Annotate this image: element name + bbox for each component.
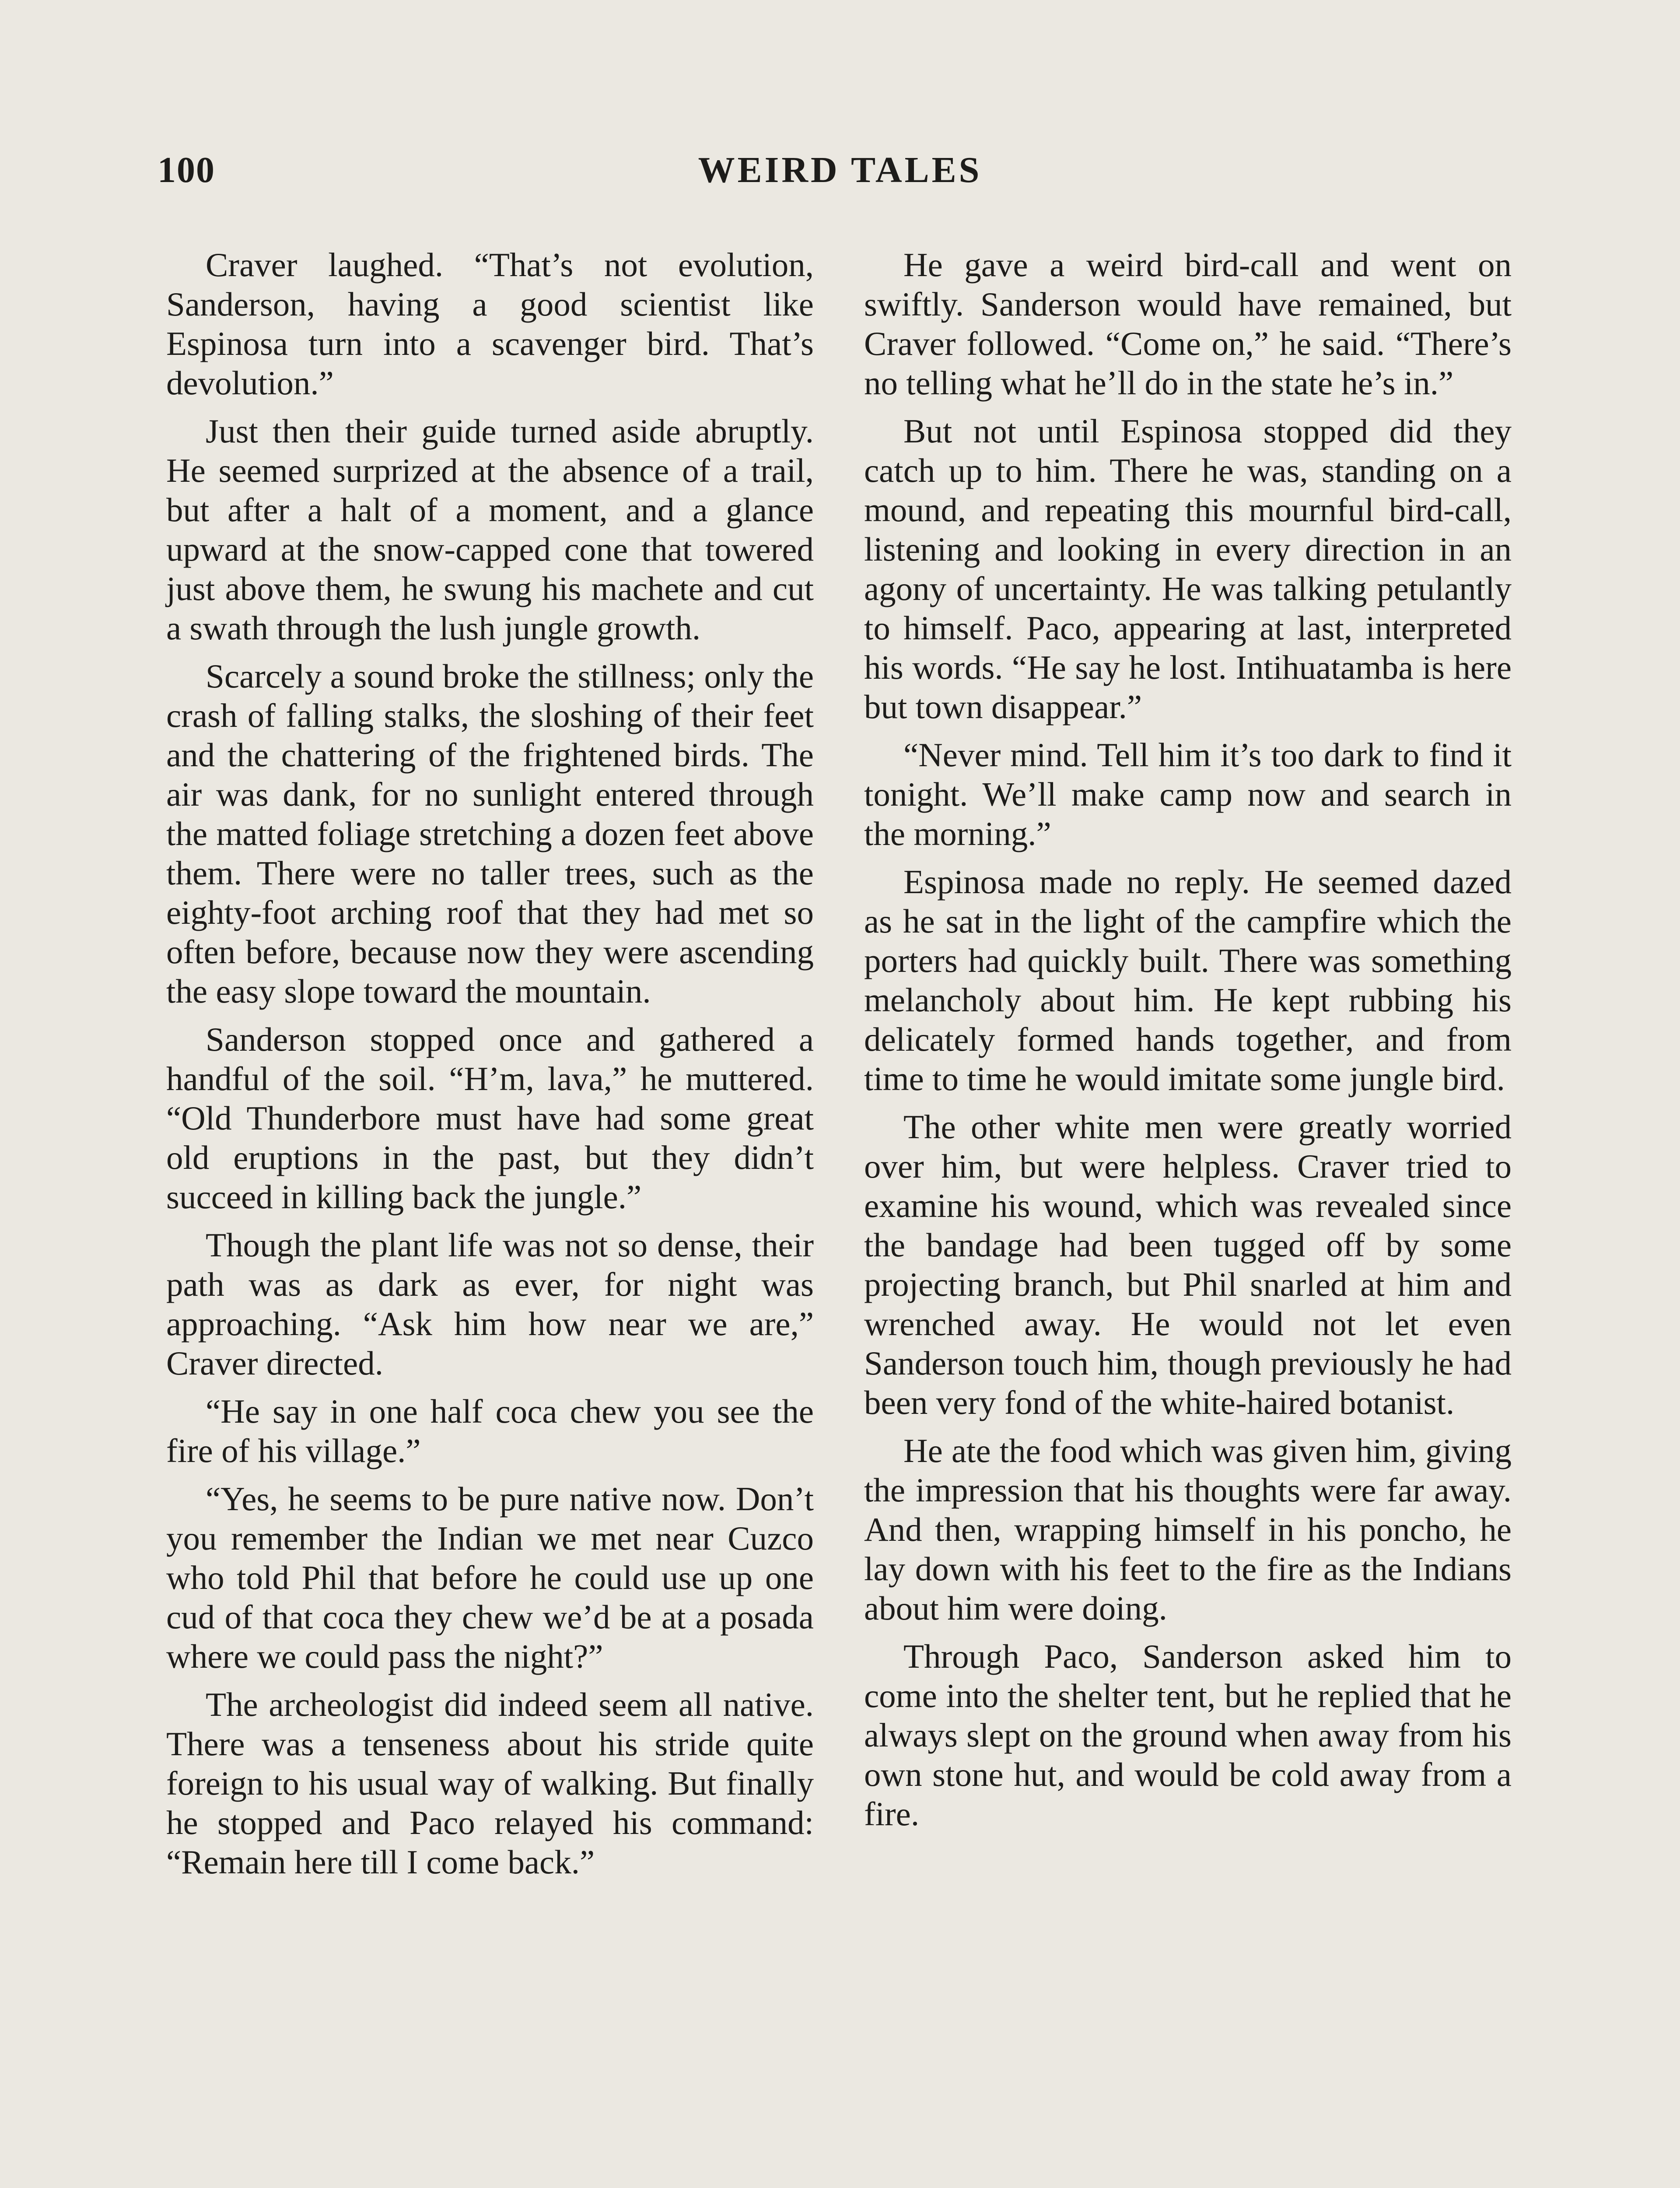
paragraph: Craver laughed. “That’s not evolution, Sanderson, having a good scientist like Espinosa turn into a scavenger bird. That’s devolution.” — [166, 246, 814, 402]
page-number: 100 — [158, 150, 215, 190]
paragraph: “He say in one half coca chew you see the fire of his village.” — [166, 1392, 814, 1469]
paragraph: The other white men were greatly worried over him, but were helpless. Craver tried to examine his wound, which was revealed since the bandage had been tugged off by some projecting branch, but Phil snarled at him and wrenched away. He would not let even Sanderson touch him, though previously he had been very fond of the white-haired botanist. — [864, 1108, 1512, 1421]
paragraph: Just then their guide turned aside abruptly. He seemed surprized at the absence of a trail, but after a halt of a moment, and a glance upward at the snow-capped cone that towered just above them, he swung his machete and cut a swath through the lush jungle growth. — [166, 412, 814, 647]
left-column — [166, 245, 814, 1890]
paragraph: “Never mind. Tell him it’s too dark to find it tonight. We’ll make camp now and search in the morning.” — [864, 736, 1512, 852]
page-header — [158, 149, 1522, 201]
paragraph: Scarcely a sound broke the stillness; only the crash of falling stalks, the sloshing of their feet and the chattering of the frightened birds. The air was dank, for no sunlight entered through the matted foliage stretching a dozen feet above them. There were no taller trees, such as the eighty-foot arching roof that they had met so often before, because now they were ascending the easy slope toward the mountain. — [166, 657, 814, 1010]
paragraph: Sanderson stopped once and gathered a handful of the soil. “H’m, lava,” he muttered. “Old Thunderbore must have had some great old eruptions in the past, but they didn’t succeed in killing back the jungle.” — [166, 1020, 814, 1216]
running-title: WEIRD TALES — [698, 150, 982, 190]
paragraph: “Yes, he seems to be pure native now. Don’t you remember the Indian we met near Cuzco who told Phil that before he could use up one cud of that coca they chew we’d be at a posada where we could pass the night?” — [166, 1480, 814, 1675]
paragraph: Through Paco, Sanderson asked him to come into the shelter tent, but he replied that he always slept on the ground when away from his own stone hut, and would be cold away from a fire. — [864, 1637, 1512, 1833]
paragraph: The archeologist did indeed seem all native. There was a tenseness about his stride quite foreign to his usual way of walking. But finally he stopped and Paco relayed his command: “Remain here till I come back.” — [166, 1686, 814, 1881]
paragraph: Though the plant life was not so dense, their path was as dark as ever, for night was approaching. “Ask him how near we are,” Craver directed. — [166, 1226, 814, 1382]
paragraph: But not until Espinosa stopped did they catch up to him. There he was, standing on a mound, and repeating this mournful bird-call, listening and looking in every direction in an agony of uncertainty. He was talking petulantly to himself. Paco, appearing at last, interpreted his words. “He say he lost. Intihuatamba is here but town disappear.” — [864, 412, 1512, 726]
right-column — [864, 245, 1512, 1842]
paragraph: He gave a weird bird-call and went on swiftly. Sanderson would have remained, but Craver followed. “Come on,” he said. “There’s no telling what he’ll do in the state he’s in.” — [864, 246, 1512, 402]
paragraph: Espinosa made no reply. He seemed dazed as he sat in the light of the campfire which the porters had quickly built. There was something melancholy about him. He kept rubbing his delicately formed hands together, and from time to time he would imitate some jungle bird. — [864, 863, 1512, 1098]
paragraph: He ate the food which was given him, giving the impression that his thoughts were far away. And then, wrapping himself in his poncho, he lay down with his feet to the fire as the Indians about him were doing. — [864, 1432, 1512, 1627]
